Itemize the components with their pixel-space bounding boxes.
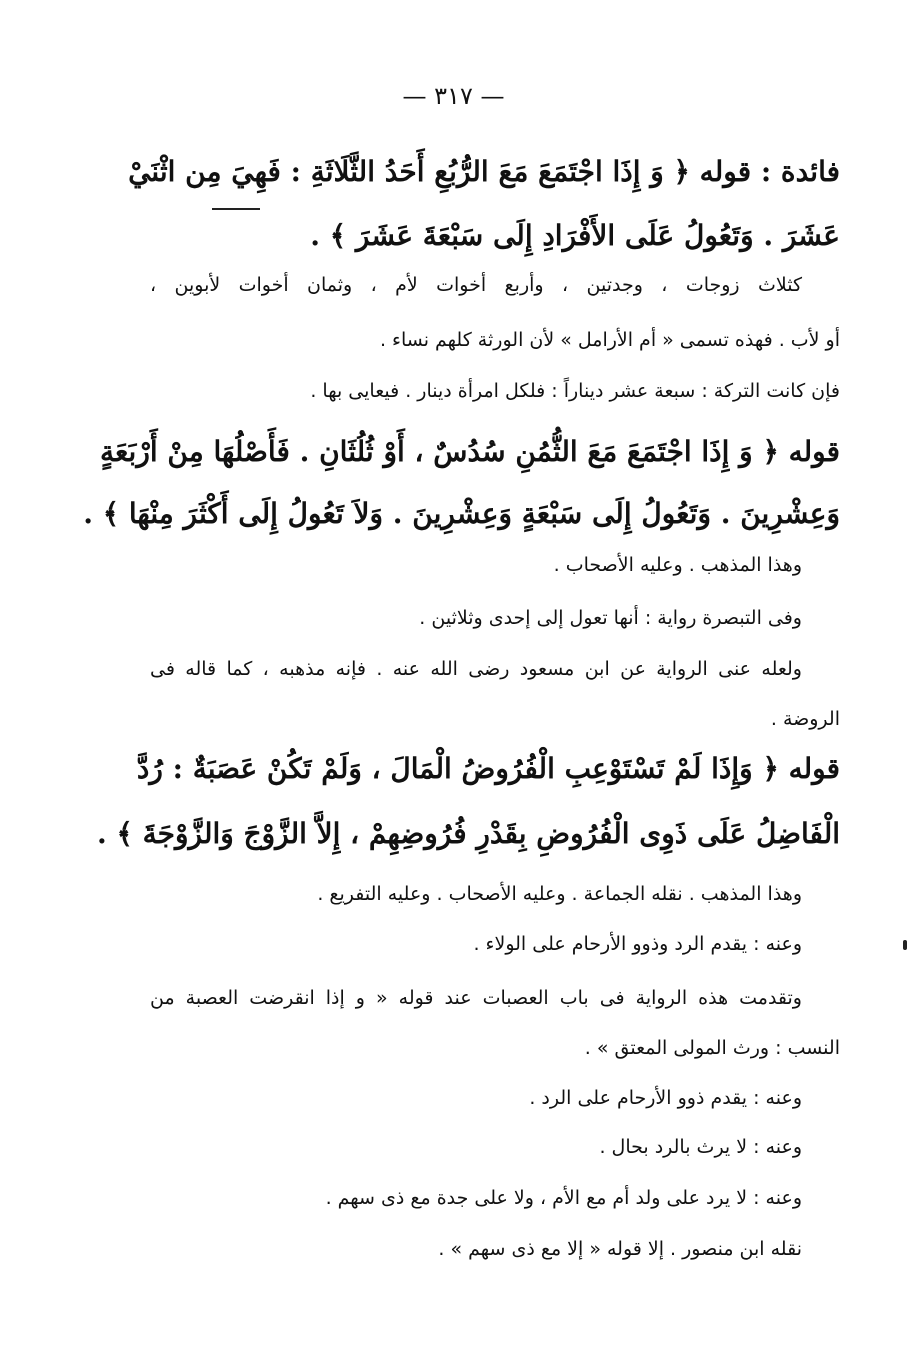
text-line: عَشَرَ . وَتَعُولُ عَلَى الأَفْرَادِ إِلَى سَبْعَةَ عَشَرَ ﴾ .	[310, 219, 840, 252]
text-line: الروضة .	[770, 708, 840, 730]
text-line: وهذا المذهب . وعليه الأصحاب .	[553, 554, 802, 576]
text-line: وهذا المذهب . نقله الجماعة . وعليه الأصحاب . وعليه التفريع .	[317, 883, 802, 905]
text-line: فإن كانت التركة : سبعة عشر ديناراً : فلكل امرأة دينار . فيعايى بها .	[310, 380, 840, 402]
text-line-fa-ida: فائدة : قوله ﴿ وَ إِذَا اجْتَمَعَ مَعَ الرُّبُعِ أَحَدُ الثَّلَاثَةِ : فَهِيَ مِن اثْنَيْ	[128, 155, 840, 188]
text-line: كثلاث زوجات ، وجدتين ، وأربع أخوات لأم ، وثمان أخوات لأبوين ،	[150, 274, 802, 296]
text-line-quran: قوله ﴿ وَإِذَا لَمْ تَسْتَوْعِبِ الْفُرُوضُ الْمَالَ ، وَلَمْ تَكُنْ عَصَبَةٌ : رُدَّ	[136, 752, 840, 785]
text-line: نقله ابن منصور . إلا قوله « إلا مع ذى سهم » .	[438, 1238, 802, 1260]
text-line: أو لأب . فهذه تسمى « أم الأرامل » لأن الورثة كلهم نساء .	[379, 329, 840, 351]
text-line: وعنه : لا يرد على ولد أم مع الأم ، ولا على جدة مع ذى سهم .	[325, 1187, 802, 1209]
text-line: ولعله عنى الرواية عن ابن مسعود رضى الله عنه . فإنه مذهبه ، كما قاله فى	[150, 658, 802, 680]
text-line: وعنه : يقدم الرد وذوو الأرحام على الولاء .	[473, 933, 802, 955]
text-line-quran: وَعِشْرِينَ . وَتَعُولُ إِلَى سَبْعَةٍ وَعِشْرِينَ . وَلاَ تَعُولُ إِلَى أَكْثَرَ مِنْهَا ﴾ .	[83, 497, 840, 530]
text-line: وتقدمت هذه الرواية فى باب العصبات عند قوله « و إذا انقرضت العصبة من	[150, 987, 802, 1009]
text-line-quran: الْفَاضِلُ عَلَى ذَوِى الْفُرُوضِ بِقَدْرِ فُرُوضِهِمْ ، إِلاَّ الزَّوْجَ وَالزَّوْجَةَ ﴾ .	[97, 817, 840, 850]
page-number: — ٣١٧ —	[402, 82, 505, 110]
text-line: النسب : ورث المولى المعتق » .	[584, 1037, 840, 1059]
text-line: وفى التبصرة رواية : أنها تعول إلى إحدى وثلاثين .	[419, 607, 802, 629]
text-line-quran: قوله ﴿ وَ إِذَا اجْتَمَعَ مَعَ الثُّمُنِ سُدُسٌ ، أَوْ ثُلُثَانِ . فَأَصْلُهَا مِنْ أَرْبَعَةٍ	[100, 435, 840, 468]
text-line: وعنه : لا يرث بالرد بحال .	[599, 1136, 802, 1158]
text-line: وعنه : يقدم ذوو الأرحام على الرد .	[529, 1087, 802, 1109]
overline-mark	[212, 208, 260, 210]
margin-mark	[903, 940, 907, 950]
